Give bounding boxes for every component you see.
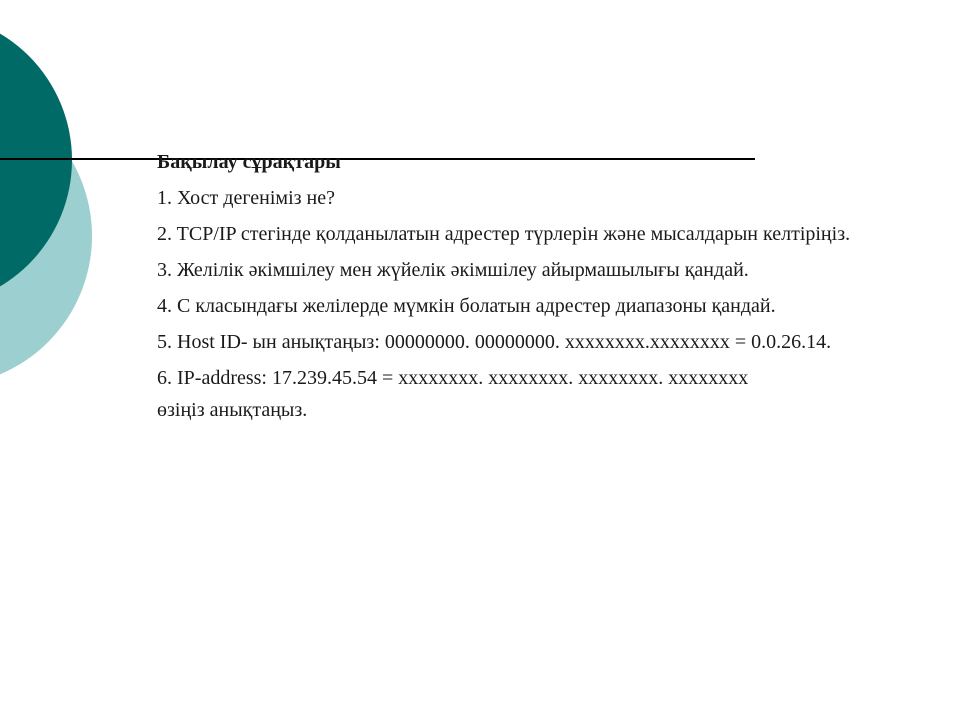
question-item-1: 1. Хост дегеніміз не? [157, 187, 335, 209]
question-item-6-continuation: өзіңіз анықтаңыз. [157, 399, 308, 421]
question-item-6: 6. IP-address: 17.239.45.54 = xxxxxxxx. xxxxxxxx. xxxxxxxx. xxxxxxxx [157, 367, 749, 389]
question-list [157, 150, 917, 424]
question-item-2: 2. TCP/IP стегінде қолданылатын адрестер түрлерін және мысалдарын келтіріңіз. [157, 223, 851, 245]
question-item-4: 4. С класындағы желілерде мүмкін болатын адрестер диапазоны қандай. [157, 295, 776, 317]
question-item-5: 5. Host ID- ын анықтаңыз: 00000000. 00000000. xxxxxxxx.xxxxxxxx = 0.0.26.14. [157, 331, 832, 353]
question-item-3: 3. Желілік әкімшілеу мен жүйелік әкімшілеу айырмашылығы қандай. [157, 259, 749, 281]
slide-title: Бақылау сұрақтары [157, 151, 341, 173]
